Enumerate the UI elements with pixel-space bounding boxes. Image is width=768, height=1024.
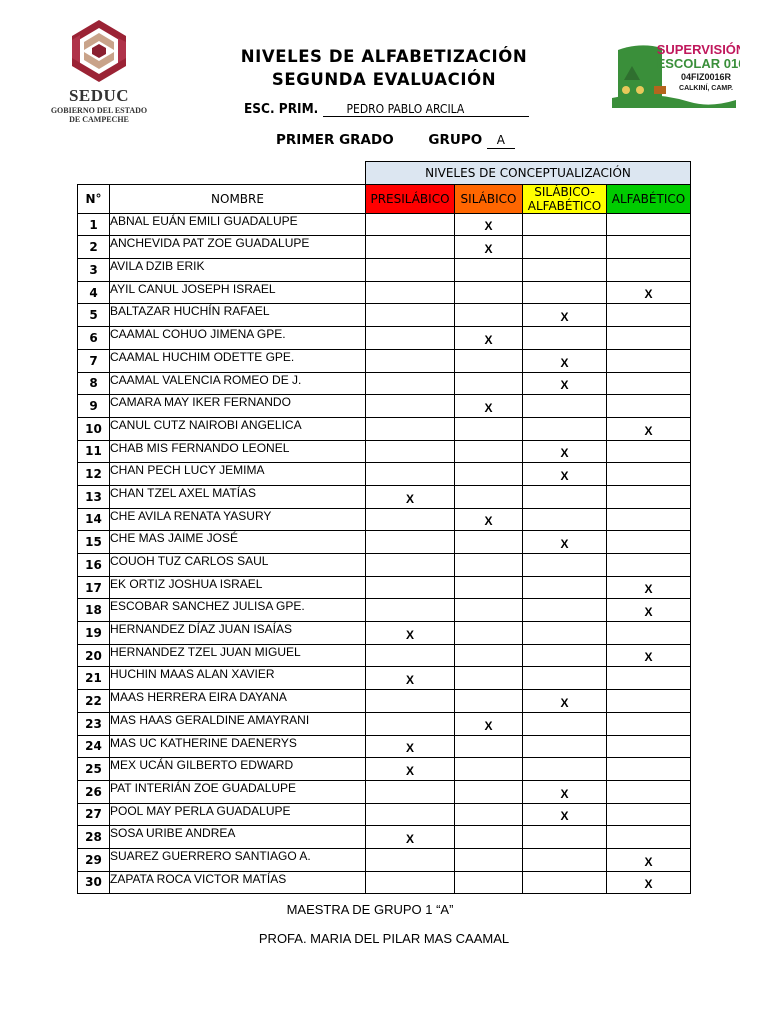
table-row [78,622,691,645]
supervision-logo [610,40,740,110]
student-number: 28 [78,826,110,849]
level-cell [366,395,455,418]
student-number: 8 [78,372,110,395]
student-name: ABNAL EUÁN EMILI GUADALUPE [110,213,366,236]
level-mark: X [523,531,607,554]
level-mark: X [607,871,691,894]
student-name: ESCOBAR SANCHEZ JULISA GPE. [110,599,366,622]
level-cell [523,826,607,849]
school-line [244,101,529,117]
table-row [78,327,691,350]
level-cell [607,236,691,259]
level-silabico-alfabetico-header: SILÁBICO-ALFABÉTICO [523,184,607,213]
table-row [78,440,691,463]
student-name: AVILA DZIB ERIK [110,259,366,282]
table-row [78,803,691,826]
level-mark: X [366,667,455,690]
level-mark: X [455,236,523,259]
group-label: GRUPO [428,132,483,148]
level-cell [455,758,523,781]
level-cell [366,690,455,713]
level-cell [523,758,607,781]
student-number: 23 [78,712,110,735]
student-number: 18 [78,599,110,622]
level-cell [455,440,523,463]
level-cell [607,667,691,690]
student-number: 3 [78,259,110,282]
level-cell [523,599,607,622]
level-mark: X [607,281,691,304]
table-row [78,259,691,282]
level-cell [523,644,607,667]
level-cell [455,463,523,486]
level-cell [455,259,523,282]
level-cell [455,554,523,577]
student-number: 17 [78,576,110,599]
level-cell [523,417,607,440]
level-cell [455,372,523,395]
student-name: CHAN PECH LUCY JEMIMA [110,463,366,486]
student-number: 15 [78,531,110,554]
grade-label: PRIMER GRADO [276,132,394,148]
level-mark: X [366,622,455,645]
level-cell [607,304,691,327]
student-name: CHAN TZEL AXEL MATÍAS [110,485,366,508]
literacy-table [77,161,691,894]
level-cell [366,871,455,894]
student-name: CAAMAL VALENCIA ROMEO DE J. [110,372,366,395]
gobierno-line2: DE CAMPECHE [69,115,129,124]
level-mark: X [607,417,691,440]
level-cell [523,848,607,871]
table-row [78,417,691,440]
group-value: A [487,133,515,149]
student-number: 4 [78,281,110,304]
level-cell [607,712,691,735]
document-subtitle: SEGUNDA EVALUACIÓN [271,70,497,89]
student-name: SOSA URIBE ANDREA [110,826,366,849]
level-cell [607,395,691,418]
level-cell [607,259,691,282]
student-name: MAAS HERRERA EIRA DAYANA [110,690,366,713]
level-cell [366,349,455,372]
level-cell [523,281,607,304]
level-cell [523,576,607,599]
level-cell [607,508,691,531]
level-mark: X [455,327,523,350]
level-cell [523,871,607,894]
level-cell [523,554,607,577]
level-mark: X [455,213,523,236]
level-mark: X [455,508,523,531]
student-number: 14 [78,508,110,531]
level-cell [455,349,523,372]
supervision-line3: 04FIZ0016R [680,72,732,82]
level-cell [366,644,455,667]
student-name: CHAB MIS FERNANDO LEONEL [110,440,366,463]
student-name: HUCHIN MAAS ALAN XAVIER [110,667,366,690]
table-row [78,349,691,372]
level-cell [607,440,691,463]
student-name: POOL MAY PERLA GUADALUPE [110,803,366,826]
level-cell [455,644,523,667]
level-cell [607,758,691,781]
student-name: COUOH TUZ CARLOS SAUL [110,554,366,577]
level-cell [366,780,455,803]
supervision-line2: ESCOLAR 016 [656,56,740,71]
level-cell [607,622,691,645]
student-number: 22 [78,690,110,713]
student-name: PAT INTERIÁN ZOE GUADALUPE [110,780,366,803]
level-alfabetico-header: ALFABÉTICO [607,184,691,213]
table-row [78,644,691,667]
table-row [78,667,691,690]
level-cell [523,622,607,645]
level-mark: X [366,485,455,508]
level-cell [455,826,523,849]
teacher-group-line: MAESTRA DE GRUPO 1 “A” [286,902,454,917]
table-row [78,780,691,803]
student-name: CHE AVILA RENATA YASURY [110,508,366,531]
table-row [78,281,691,304]
level-mark: X [455,395,523,418]
level-cell [523,485,607,508]
level-mark: X [523,372,607,395]
level-cell [607,213,691,236]
table-row [78,236,691,259]
level-cell [455,599,523,622]
student-number: 1 [78,213,110,236]
level-silabico-header: SILÁBICO [455,184,523,213]
table-row [78,508,691,531]
level-presilabico-header: PRESILÁBICO [366,184,455,213]
student-number: 24 [78,735,110,758]
level-cell [523,395,607,418]
level-cell [455,735,523,758]
col-name-header: NOMBRE [110,184,366,213]
level-mark: X [366,735,455,758]
level-cell [366,576,455,599]
level-mark: X [607,576,691,599]
level-cell [455,803,523,826]
level-cell [366,372,455,395]
level-mark: X [523,803,607,826]
level-mark: X [523,349,607,372]
level-cell [455,871,523,894]
level-cell [523,712,607,735]
level-cell [523,259,607,282]
seduc-logo [40,14,158,144]
level-cell [523,327,607,350]
level-cell [523,508,607,531]
table-row [78,871,691,894]
level-cell [607,826,691,849]
student-name: CHE MAS JAIME JOSÉ [110,531,366,554]
student-name: CAAMAL HUCHIM ODETTE GPE. [110,349,366,372]
student-number: 2 [78,236,110,259]
student-name: SUAREZ GUERRERO SANTIAGO A. [110,848,366,871]
level-mark: X [366,826,455,849]
student-name: MAS UC KATHERINE DAENERYS [110,735,366,758]
level-cell [455,667,523,690]
level-mark: X [607,848,691,871]
student-number: 27 [78,803,110,826]
grade-line [276,132,515,149]
table-row [78,599,691,622]
level-cell [523,213,607,236]
school-label: ESC. PRIM. [244,101,319,117]
concept-title-row [78,162,691,185]
concept-title: NIVELES DE CONCEPTUALIZACIÓN [366,162,691,185]
level-cell [455,848,523,871]
level-cell [366,554,455,577]
level-cell [523,236,607,259]
student-name: MAS HAAS GERALDINE AMAYRANI [110,712,366,735]
table-row [78,463,691,486]
level-cell [607,803,691,826]
level-cell [366,417,455,440]
seduc-name: SEDUC [68,86,130,105]
level-cell [366,327,455,350]
student-number: 10 [78,417,110,440]
document-title: NIVELES DE ALFABETIZACIÓN [240,47,528,66]
level-cell [607,735,691,758]
level-cell [366,531,455,554]
level-mark: X [455,712,523,735]
student-name: HERNANDEZ TZEL JUAN MIGUEL [110,644,366,667]
level-cell [366,440,455,463]
col-num-header: N° [78,184,110,213]
supervision-line1: SUPERVISIÓN [656,42,740,57]
level-mark: X [523,440,607,463]
student-name: BALTAZAR HUCHÍN RAFAEL [110,304,366,327]
level-cell [455,690,523,713]
level-cell [523,735,607,758]
level-mark: X [523,463,607,486]
level-cell [366,236,455,259]
student-number: 11 [78,440,110,463]
student-number: 30 [78,871,110,894]
level-cell [607,485,691,508]
table-row [78,213,691,236]
student-name: ZAPATA ROCA VICTOR MATÍAS [110,871,366,894]
student-number: 5 [78,304,110,327]
student-name: EK ORTIZ JOSHUA ISRAEL [110,576,366,599]
level-cell [366,599,455,622]
table-row [78,554,691,577]
level-cell [366,213,455,236]
level-cell [366,848,455,871]
student-number: 25 [78,758,110,781]
level-cell [455,622,523,645]
table-row [78,372,691,395]
table-row [78,735,691,758]
student-number: 7 [78,349,110,372]
student-name: CAMARA MAY IKER FERNANDO [110,395,366,418]
level-cell [607,327,691,350]
student-name: CAAMAL COHUO JIMENA GPE. [110,327,366,350]
level-mark: X [366,758,455,781]
school-value: PEDRO PABLO ARCILA [323,102,529,117]
level-mark: X [523,780,607,803]
student-number: 29 [78,848,110,871]
student-number: 19 [78,622,110,645]
table-row [78,848,691,871]
student-number: 13 [78,485,110,508]
level-cell [607,372,691,395]
student-name: MEX UCÁN GILBERTO EDWARD [110,758,366,781]
table-row [78,304,691,327]
student-number: 12 [78,463,110,486]
student-name: HERNANDEZ DÍAZ JUAN ISAÍAS [110,622,366,645]
level-cell [366,259,455,282]
teacher-name: PROFA. MARIA DEL PILAR MAS CAAMAL [258,931,510,946]
student-number: 20 [78,644,110,667]
level-cell [607,780,691,803]
table-row [78,576,691,599]
student-name: AYIL CANUL JOSEPH ISRAEL [110,281,366,304]
table-row [78,826,691,849]
gobierno-line1: GOBIERNO DEL ESTADO [50,106,148,115]
seduc-emblem-icon [66,18,132,84]
level-cell [607,349,691,372]
student-number: 6 [78,327,110,350]
level-cell [455,576,523,599]
student-number: 26 [78,780,110,803]
level-cell [455,304,523,327]
student-name: ANCHEVIDA PAT ZOE GUADALUPE [110,236,366,259]
level-mark: X [607,644,691,667]
level-cell [366,508,455,531]
level-cell [366,281,455,304]
level-cell [455,780,523,803]
level-cell [366,712,455,735]
level-cell [607,463,691,486]
column-header-row [78,184,691,213]
table-row [78,758,691,781]
table-row [78,485,691,508]
level-mark: X [607,599,691,622]
student-number: 16 [78,554,110,577]
student-name: CANUL CUTZ NAIROBI ANGELICA [110,417,366,440]
level-cell [607,531,691,554]
level-cell [523,667,607,690]
supervision-line4: CALKINÍ, CAMP. [679,85,733,92]
table-row [78,395,691,418]
table-row [78,690,691,713]
level-cell [366,304,455,327]
level-cell [607,690,691,713]
level-cell [607,554,691,577]
level-cell [455,417,523,440]
level-cell [455,485,523,508]
level-cell [366,803,455,826]
student-number: 9 [78,395,110,418]
level-cell [455,281,523,304]
supervision-emblem-icon [610,40,740,110]
table-row [78,712,691,735]
level-mark: X [523,304,607,327]
level-cell [366,463,455,486]
table-row [78,531,691,554]
level-mark: X [523,690,607,713]
student-number: 21 [78,667,110,690]
level-cell [455,531,523,554]
